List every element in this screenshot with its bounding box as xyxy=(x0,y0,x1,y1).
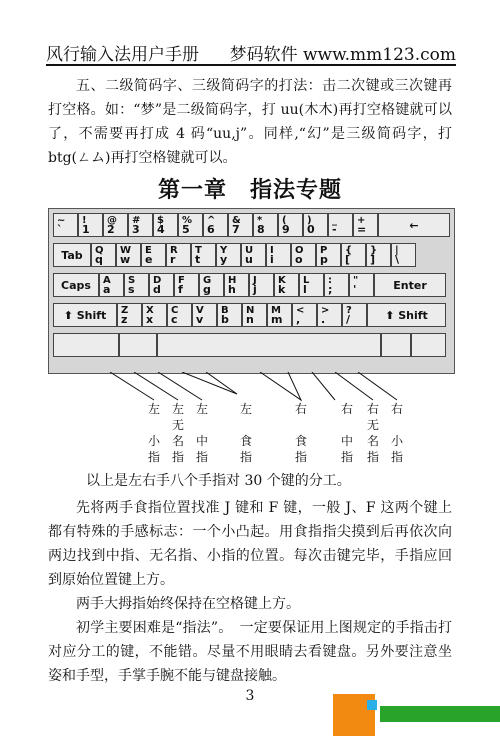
key-base-char: 9 xyxy=(282,223,290,236)
key xyxy=(199,273,224,297)
key xyxy=(117,303,142,327)
key-shift-char: _ xyxy=(332,215,337,226)
key xyxy=(99,273,124,297)
key xyxy=(228,213,253,237)
key-label: Caps xyxy=(61,279,91,292)
key-shift-char: ! xyxy=(82,215,87,226)
key-base-char: y xyxy=(220,253,228,266)
key xyxy=(128,213,153,237)
key-base-char: b xyxy=(221,313,229,326)
key-shift-char: U xyxy=(245,245,254,256)
key-shift-char: T xyxy=(195,245,202,256)
key xyxy=(316,243,341,267)
key-shift-char: W xyxy=(120,245,132,256)
caps-lock-key xyxy=(53,273,99,297)
key-base-char: n xyxy=(246,313,254,326)
finger-side-label: 右 xyxy=(390,402,403,416)
key-base-char: u xyxy=(245,253,253,266)
key-base-char: f xyxy=(178,283,183,296)
key-base-char: 1 xyxy=(82,223,90,236)
key-shift-char: } xyxy=(370,245,378,256)
key-shift-char: & xyxy=(232,215,241,226)
finger-side-label: 右 xyxy=(340,402,353,416)
key-shift-char: Q xyxy=(95,245,104,256)
keyboard-diagram xyxy=(48,208,455,374)
key-shift-char: % xyxy=(182,215,193,226)
blue-square xyxy=(367,700,377,710)
key-shift-char: D xyxy=(153,275,162,286)
key-base-char: 4 xyxy=(157,223,165,236)
key-shift-char: S xyxy=(128,275,136,286)
finger-side-label: 左 xyxy=(147,402,160,416)
key-base-char: 6 xyxy=(207,223,215,236)
key-base-char: d xyxy=(153,283,161,296)
key-shift-char: # xyxy=(132,215,141,226)
finger-name-label: 中 指 xyxy=(195,434,208,464)
key-base-char: k xyxy=(278,283,286,296)
key-base-char: ] xyxy=(370,253,376,266)
key-base-char: 0 xyxy=(307,223,315,236)
green-bar xyxy=(380,706,500,722)
key xyxy=(142,303,167,327)
key-shift-char: H xyxy=(228,275,237,286)
finger-name-label: 无 名 指 xyxy=(171,418,184,464)
key-base-char: i xyxy=(270,253,274,266)
key-base-char: \ xyxy=(395,253,400,266)
left-shift-key xyxy=(53,303,117,327)
key-base-char: v xyxy=(196,313,204,326)
key-base-char: 8 xyxy=(257,223,265,236)
key xyxy=(266,243,291,267)
key-base-char: 7 xyxy=(232,223,240,236)
key-base-char: q xyxy=(95,253,103,266)
key-label: ← xyxy=(409,219,419,232)
key-shift-char: ) xyxy=(307,215,312,226)
blank-key xyxy=(411,333,446,357)
key-shift-char: F xyxy=(178,275,185,286)
key-base-char: a xyxy=(103,283,111,296)
key xyxy=(253,213,278,237)
key xyxy=(349,273,374,297)
key-base-char: [ xyxy=(345,253,351,266)
key xyxy=(141,243,166,267)
key xyxy=(216,243,241,267)
paragraph-home-row: 先将两手食指位置找准 J 键和 F 键，一般 J、F 这两个键上都有特殊的手感标志：一个小凸起。用食指指尖摸到后再依次向两边找到中指、无名指、小指的位置。每次击键完毕，手指应回到原始位置键上方。 xyxy=(48,500,452,588)
key xyxy=(78,213,103,237)
key-base-char: c xyxy=(171,313,178,326)
page-number: 3 xyxy=(245,688,255,704)
key xyxy=(116,243,141,267)
blank-key xyxy=(119,333,157,357)
key-shift-char: L xyxy=(303,275,310,286)
key-shift-char: V xyxy=(196,305,204,316)
key-base-char: , xyxy=(296,313,301,326)
key-shift-char: N xyxy=(246,305,255,316)
key-base-char: o xyxy=(295,253,303,266)
key xyxy=(353,213,378,237)
blank-key xyxy=(381,333,411,357)
key-base-char: x xyxy=(146,313,154,326)
key-base-char: j xyxy=(253,283,257,296)
key xyxy=(224,273,249,297)
key-base-char: z xyxy=(121,313,128,326)
key xyxy=(178,213,203,237)
finger-side-label: 左 xyxy=(239,402,252,416)
key xyxy=(317,303,342,327)
key-shift-char: O xyxy=(295,245,304,256)
key-shift-char: K xyxy=(278,275,286,286)
finger-side-label: 左 xyxy=(171,402,184,416)
header-website: 梦码软件 www.mm123.com xyxy=(229,45,456,65)
finger-name-label: 中 指 xyxy=(340,434,353,464)
key-shift-char: < xyxy=(296,305,305,316)
finger-guide-lines xyxy=(48,372,453,402)
enter-key xyxy=(374,273,446,297)
page-header xyxy=(46,40,456,66)
key-shift-char: ( xyxy=(282,215,287,226)
key xyxy=(217,303,242,327)
key xyxy=(391,243,416,267)
finger-name-label: 小 指 xyxy=(147,434,160,464)
finger-name-label: 无 名 指 xyxy=(366,418,379,464)
key-shift-char: + xyxy=(357,215,366,226)
key-base-char: r xyxy=(170,253,176,266)
key-shift-char: * xyxy=(257,215,263,226)
key-label: Enter xyxy=(393,279,427,292)
paragraph-shortcode: 五、二级简码字、三级简码字的打法：击二次键或三次键再打空格。如：“梦”是二级简码字，打 uu(木木)再打空格键就可以了，不需要再打成 4 码“uu,j”。同样,“幻”是三级简码字，打 btg(ㄥム)再打空格键就可以。 xyxy=(48,78,452,166)
key-shift-char: $ xyxy=(157,215,164,226)
key-shift-char: { xyxy=(345,245,353,256)
finger-side-label: 右 xyxy=(366,402,379,416)
key-shift-char: : xyxy=(328,275,332,286)
key xyxy=(292,303,317,327)
key-base-char: - xyxy=(332,223,337,236)
key-base-char: g xyxy=(203,283,211,296)
key-shift-char: C xyxy=(171,305,179,316)
key xyxy=(341,243,366,267)
key-label: ⬆ Shift xyxy=(385,309,428,322)
key-base-char: 3 xyxy=(132,223,140,236)
key-base-char: 2 xyxy=(107,223,115,236)
key-base-char: w xyxy=(120,253,131,266)
key-base-char: p xyxy=(320,253,328,266)
key-shift-char: Y xyxy=(220,245,228,256)
key-base-char: 5 xyxy=(182,223,190,236)
key-shift-char: R xyxy=(170,245,178,256)
key-shift-char: ^ xyxy=(207,215,216,226)
key-base-char: s xyxy=(128,283,135,296)
paragraph-thumbs: 两手大拇指始终保持在空格键上方。 xyxy=(76,596,300,612)
key-shift-char: X xyxy=(146,305,154,316)
key xyxy=(303,213,328,237)
key-label: Tab xyxy=(61,249,83,262)
finger-name-label: 食 指 xyxy=(294,434,307,464)
backspace-key xyxy=(378,213,450,237)
key xyxy=(103,213,128,237)
key-shift-char: I xyxy=(270,245,274,256)
key xyxy=(299,273,324,297)
key-shift-char: G xyxy=(203,275,212,286)
right-shift-key xyxy=(367,303,446,327)
key xyxy=(167,303,192,327)
spacebar-key xyxy=(157,333,381,357)
key-base-char: = xyxy=(357,223,367,236)
key-base-char: . xyxy=(321,313,326,326)
key xyxy=(203,213,228,237)
key xyxy=(324,273,349,297)
key xyxy=(278,213,303,237)
key-shift-char: B xyxy=(221,305,229,316)
key-base-char: / xyxy=(346,313,351,326)
key-shift-char: A xyxy=(103,275,111,286)
key xyxy=(192,303,217,327)
key xyxy=(242,303,267,327)
key-shift-char: > xyxy=(321,305,330,316)
chapter-title: 第一章 指法专题 xyxy=(157,178,342,203)
key-shift-char: " xyxy=(353,275,359,286)
finger-side-label: 左 xyxy=(195,402,208,416)
key xyxy=(241,243,266,267)
key-shift-char: ? xyxy=(346,305,352,316)
key xyxy=(166,243,191,267)
key-base-char: m xyxy=(271,313,283,326)
key-base-char: ' xyxy=(353,283,357,296)
tab-key xyxy=(53,243,91,267)
key-base-char: ` xyxy=(57,223,63,236)
key xyxy=(53,213,78,237)
key xyxy=(291,243,316,267)
key-shift-char: @ xyxy=(107,215,117,226)
key xyxy=(124,273,149,297)
key-base-char: l xyxy=(303,283,307,296)
key-base-char: h xyxy=(228,283,236,296)
key-base-char: ; xyxy=(328,283,333,296)
key xyxy=(249,273,274,297)
key-shift-char: ~ xyxy=(57,215,66,226)
key-shift-char: | xyxy=(395,245,399,256)
key xyxy=(342,303,367,327)
key xyxy=(328,213,353,237)
key xyxy=(191,243,216,267)
diagram-caption: 以上是左右手八个手指对 30 个键的分工。 xyxy=(86,473,351,489)
key-base-char: t xyxy=(195,253,201,266)
key-shift-char: Z xyxy=(121,305,129,316)
key-shift-char: E xyxy=(145,245,152,256)
header-title: 风行输入法用户手册 xyxy=(46,45,199,65)
key xyxy=(91,243,116,267)
key xyxy=(366,243,391,267)
key-shift-char: M xyxy=(271,305,281,316)
finger-side-label: 右 xyxy=(294,402,307,416)
key-shift-char: J xyxy=(253,275,257,286)
key-label: ⬆ Shift xyxy=(63,309,107,322)
key xyxy=(149,273,174,297)
key xyxy=(153,213,178,237)
finger-name-label: 食 指 xyxy=(239,434,252,464)
finger-name-label: 小 指 xyxy=(390,434,403,464)
paragraph-practice: 初学主要困难是“指法”。 一定要保证用上图规定的手指击打对应分工的键，不能错。尽量不用眼睛去看键盘。另外要注意坐姿和手型，手掌手腕不能与键盘接触。 xyxy=(48,620,452,684)
key-base-char: e xyxy=(145,253,153,266)
blank-key xyxy=(53,333,119,357)
key xyxy=(274,273,299,297)
key xyxy=(174,273,199,297)
key-shift-char: P xyxy=(320,245,328,256)
key xyxy=(267,303,292,327)
